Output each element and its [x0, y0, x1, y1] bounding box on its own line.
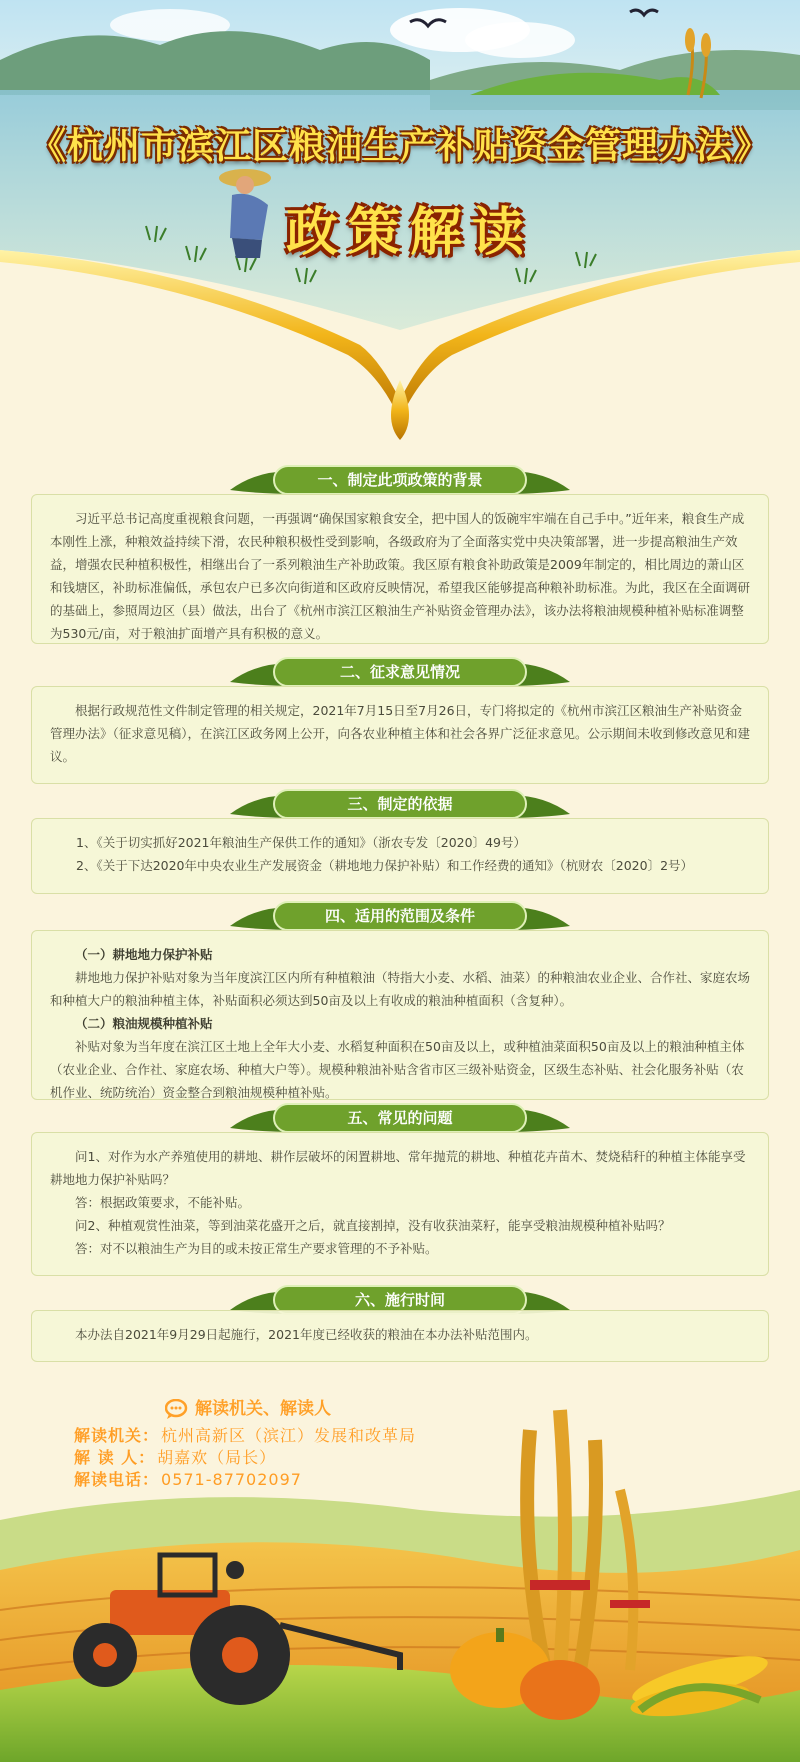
contact-phone-label: 解读电话： [74, 1470, 160, 1489]
hero-banner [0, 0, 800, 440]
contact-org-value: 杭州高新区（滨江）发展和改革局 [161, 1426, 417, 1445]
contact-heading [165, 1395, 331, 1423]
section-heading: 一、制定此项政策的背景 [317, 471, 483, 489]
section-body-scope [31, 930, 769, 1100]
section-body-faq [31, 1132, 769, 1276]
faq-question: 问2、种植观赏性油菜，等到油菜花盛开之后，就直接割掉，没有收获油菜籽，能享受粮油规模种植补贴吗？ [75, 1218, 671, 1233]
subsection-text: 耕地地力保护补贴对象为当年度滨江区内所有种植粮油（特指大小麦、水稻、油菜）的种粮油农业企业、合作社、家庭农场和种植大户的粮油种植主体，补贴面积必须达到50亩及以上有收成的粮油种植面积（含复种）。 [50, 970, 751, 1008]
subsection-title: （一）耕地地力保护补贴 [75, 947, 213, 962]
contact-phone-line [74, 1468, 302, 1492]
page-subtitle: 政策解读 [285, 203, 534, 263]
basis-item: 2、《关于下达2020年中央农业生产发展资金（耕地地力保护补贴）和工作经费的通知》（杭财农〔2020〕2号） [76, 858, 694, 873]
faq-answer: 答：根据政策要求，不能补贴。 [75, 1195, 251, 1210]
faq-question: 问1、对作为水产养殖使用的耕地、耕作层破坏的闲置耕地、常年抛荒的耕地、种植花卉苗木、焚烧秸秆的种植主体能享受耕地地力保护补贴吗？ [50, 1149, 746, 1187]
section-heading: 二、征求意见情况 [339, 663, 460, 681]
section-heading: 三、制定的依据 [347, 795, 453, 813]
basis-item: 1、《关于切实抓好2021年粮油生产保供工作的通知》（浙农专发〔2020〕49号） [76, 835, 526, 850]
section-paragraph: 根据行政规范性文件制定管理的相关规定，2021年7月15日至7月26日，专门将拟定的《杭州市滨江区粮油生产补贴资金管理办法》（征求意见稿），在滨江区政务网上公开，向各农业种植主体和社会各界广泛征求意见。公示期间未收到修改意见和建议。 [50, 703, 751, 764]
section-body-effective [31, 1310, 769, 1362]
contact-org-label: 解读机关： [74, 1426, 160, 1445]
section-heading: 四、适用的范围及条件 [324, 907, 475, 925]
section-body-background [31, 494, 769, 644]
section-body-opinions [31, 686, 769, 784]
section-heading: 五、常见的问题 [347, 1109, 453, 1127]
subsection-title: （二）粮油规模种植补贴 [75, 1016, 213, 1031]
page-title: 《杭州市滨江区粮油生产补贴资金管理办法》 [29, 126, 770, 167]
section-paragraph: 习近平总书记高度重视粮食问题，一再强调“确保国家粮食安全，把中国人的饭碗牢牢端在自己手中。”近年来，粮食生产成本刚性上涨，种粮效益持续下滑，农民种粮积极性受到影响，各级政府为了全面落实党中央决策部署，进一步提高粮油生产效益，增强农民种植积极性，相继出台了一系列粮油生产补助政策。我区原有粮食补助政策是2009年制定的，相比周边的萧山区和钱塘区，补助标准偏低，承包农户已多次向街道和区政府反映情况，希望我区能够提高种粮补助标准。为此，我区在全面调研的基础上，参照周边区（县）做法，出台了《杭州市滨江区粮油生产补贴资金管理办法》，该办法将粮油规模种植补贴标准调整为530元/亩，对于粮油扩面增产具有积极的意义。 [50, 511, 751, 641]
section-heading: 六、施行时间 [354, 1291, 445, 1309]
subsection-text: 补贴对象为当年度在滨江区土地上全年大小麦、水稻复种面积在50亩及以上，或种植油菜面积50亩及以上的粮油种植主体（农业企业、合作社、家庭农场、种植大户等）。规模种粮油补贴含省市区三级补贴资金，区级生态补贴、社会化服务补贴（农机作业、统防统治）资金整合到粮油规模种植补贴。 [50, 1039, 745, 1100]
contact-heading-text: 解读机关、解读人 [195, 1399, 331, 1419]
contact-org-line [74, 1424, 416, 1448]
section-paragraph: 本办法自2021年9月29日起施行，2021年度已经收获的粮油在本办法补贴范围内。 [75, 1327, 538, 1342]
contact-person-value: 胡嘉欢（局长） [157, 1448, 277, 1467]
contact-person-line [74, 1446, 276, 1470]
faq-answer: 答：对不以粮油生产为目的或未按正常生产要求管理的不予补贴。 [75, 1241, 438, 1256]
section-body-basis [31, 818, 769, 894]
contact-phone-value: 0571-87702097 [161, 1470, 302, 1489]
contact-person-label: 解 读 人： [74, 1448, 156, 1467]
chat-bubble-icon [165, 1399, 191, 1419]
